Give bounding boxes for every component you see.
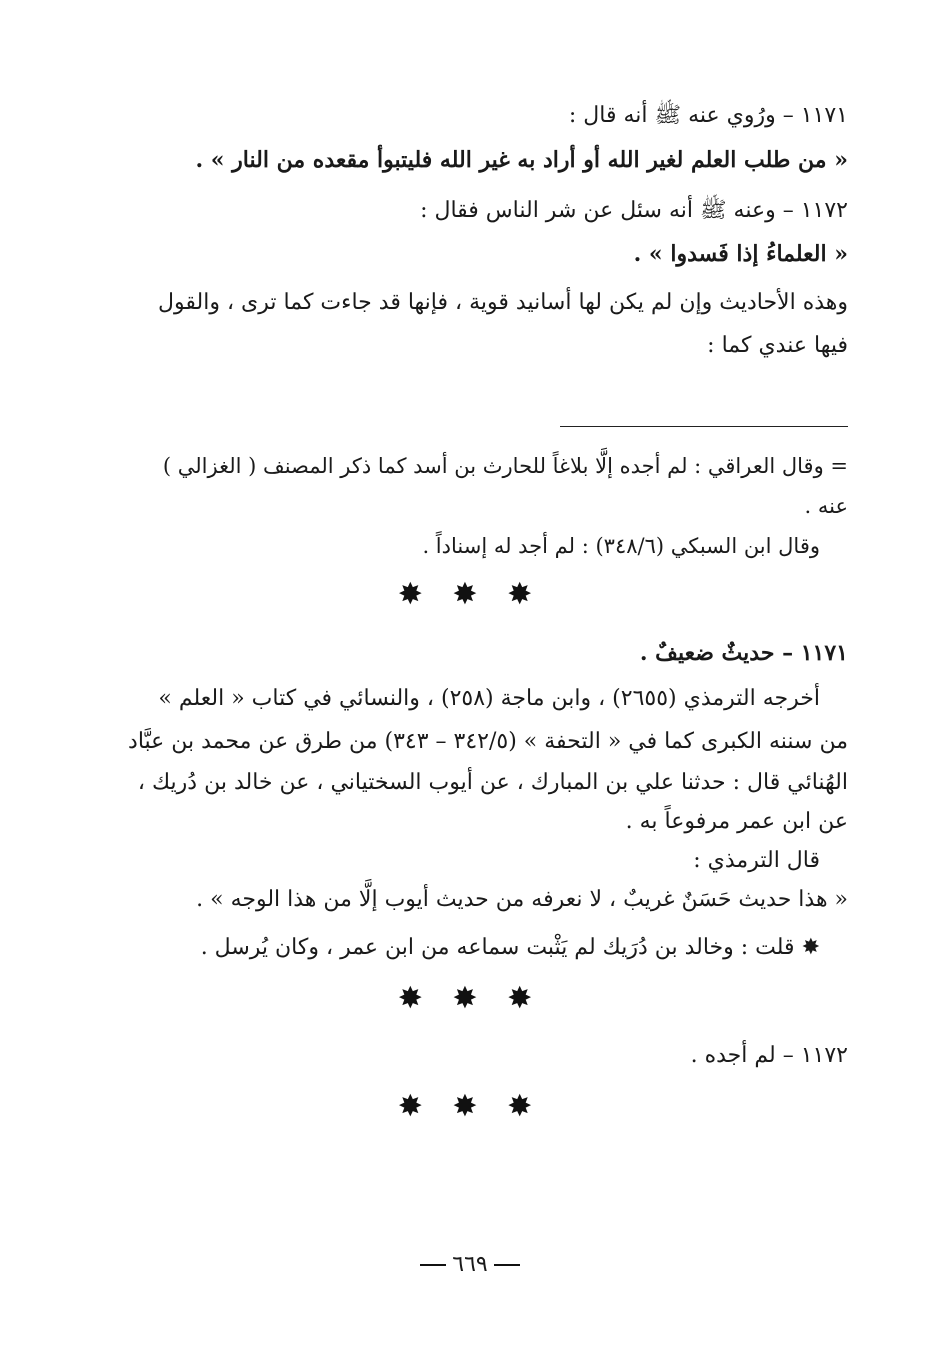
footnote-line-1: = وقال العراقي : لم أجده إلَّا بلاغاً للحارث بن أسد كما ذكر المصنف ( الغزالي ) bbox=[162, 454, 848, 478]
footnote-line-2: عنه . bbox=[804, 494, 848, 518]
page-number-dash-right bbox=[420, 1264, 446, 1266]
footnote-line-3: وقال ابن السبكي (٣٤٨/٦) : لم أجد له إسناداً . bbox=[422, 534, 820, 558]
commentary-1171-heading: ١١٧١ – حديثٌ ضعيفٌ . bbox=[639, 640, 848, 666]
commentary-line-8: ✸ قلت : وخالد بن دُرَيك لم يَثْبت سماعه من ابن عمر ، وكان يُرسل . bbox=[200, 935, 820, 960]
hadith-1171-text: « من طلب العلم لغير الله أو أراد به غير الله فليتبوأ مقعده من النار » . bbox=[195, 147, 848, 173]
hadith-1171-intro: ١١٧١ – ورُوي عنه ﷺ أنه قال : bbox=[568, 103, 848, 128]
separator-stars-1: ✸ ✸ ✸ bbox=[397, 577, 543, 612]
commentary-line-5: عن ابن عمر مرفوعاً به . bbox=[625, 809, 848, 834]
author-remark-line-1: وهذه الأحاديث وإن لم يكن لها أسانيد قوية ، فإنها قد جاءت كما ترى ، والقول bbox=[158, 290, 848, 315]
separator-stars-2: ✸ ✸ ✸ bbox=[397, 981, 543, 1016]
page-number bbox=[0, 1250, 940, 1280]
commentary-line-3: من سننه الكبرى كما في « التحفة » (٣٤٢/٥ – ٣٤٣) من طرق عن محمد بن عبَّاد bbox=[128, 729, 848, 754]
hadith-1172-intro: ١١٧٢ – وعنه ﷺ أنه سئل عن شر الناس فقال : bbox=[420, 198, 848, 223]
separator-stars-3: ✸ ✸ ✸ bbox=[397, 1089, 543, 1124]
commentary-line-7: « هذا حديث حَسَنٌ غريبٌ ، لا نعرفه من حديث أيوب إلَّا من هذا الوجه » . bbox=[196, 887, 848, 912]
commentary-line-2: أخرجه الترمذي (٢٦٥٥) ، وابن ماجة (٢٥٨) ، والنسائي في كتاب « العلم » bbox=[158, 686, 820, 711]
hadith-1172-text: « العلماءُ إذا فَسدوا » . bbox=[633, 241, 848, 267]
commentary-line-6: قال الترمذي : bbox=[693, 848, 820, 873]
page-number-value: ٦٦٩ bbox=[452, 1252, 488, 1277]
author-remark-line-2: فيها عندي كما : bbox=[707, 333, 848, 358]
footnote-divider bbox=[560, 426, 848, 427]
commentary-line-4: الهُنائي قال : حدثنا علي بن المبارك ، عن أيوب السختياني ، عن خالد بن دُريك ، bbox=[137, 770, 848, 795]
commentary-1172: ١١٧٢ – لم أجده . bbox=[690, 1043, 848, 1068]
page-number-dash-left bbox=[494, 1264, 520, 1266]
